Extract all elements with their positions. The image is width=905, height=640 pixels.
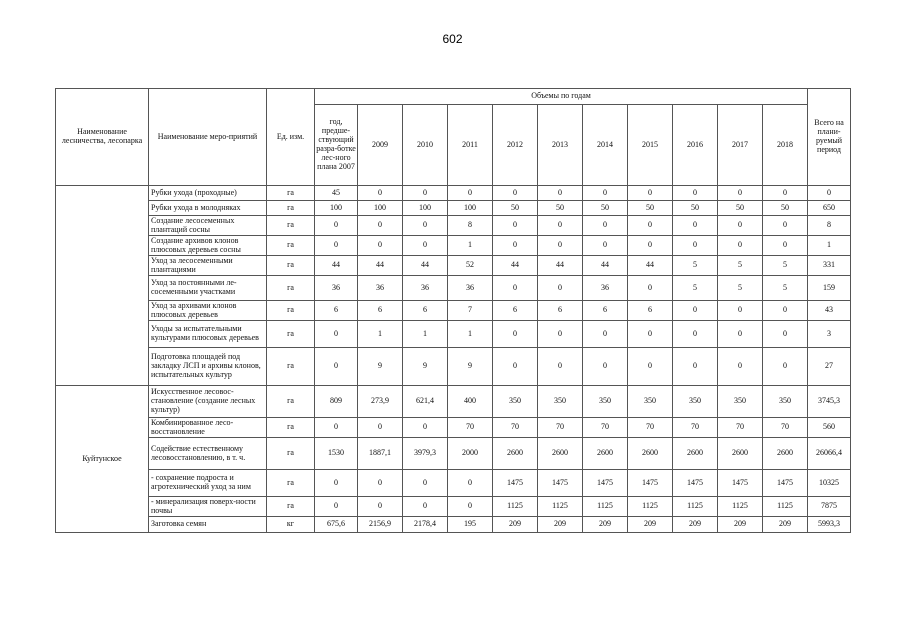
total-cell: 27 [808, 348, 851, 386]
value-cell: 6 [583, 301, 628, 321]
header-year: 2011 [448, 105, 493, 186]
total-cell: 5993,3 [808, 517, 851, 533]
value-cell: 0 [583, 186, 628, 201]
value-cell: 44 [403, 256, 448, 276]
unit-cell: га [267, 438, 315, 470]
value-cell: 675,6 [315, 517, 358, 533]
value-cell: 0 [538, 236, 583, 256]
activity-name: Содействие естественному лесовосстановлению, в т. ч. [149, 438, 267, 470]
value-cell: 0 [493, 236, 538, 256]
value-cell: 44 [358, 256, 403, 276]
value-cell: 50 [628, 201, 673, 216]
value-cell: 0 [718, 186, 763, 201]
value-cell: 1 [448, 236, 493, 256]
value-cell: 1125 [718, 497, 763, 517]
value-cell: 350 [583, 386, 628, 418]
total-cell: 43 [808, 301, 851, 321]
value-cell: 6 [493, 301, 538, 321]
value-cell: 70 [538, 418, 583, 438]
value-cell: 52 [448, 256, 493, 276]
value-cell: 2156,9 [358, 517, 403, 533]
value-cell: 0 [538, 321, 583, 348]
value-cell: 209 [718, 517, 763, 533]
total-cell: 0 [808, 186, 851, 201]
value-cell: 0 [673, 301, 718, 321]
header-year: 2014 [583, 105, 628, 186]
value-cell: 0 [493, 321, 538, 348]
value-cell: 2000 [448, 438, 493, 470]
value-cell: 1125 [673, 497, 718, 517]
value-cell: 100 [403, 201, 448, 216]
value-cell: 0 [315, 236, 358, 256]
value-cell: 70 [628, 418, 673, 438]
volumes-table [55, 88, 851, 533]
value-cell: 5 [763, 256, 808, 276]
value-cell: 0 [358, 186, 403, 201]
value-cell: 0 [493, 216, 538, 236]
value-cell: 36 [315, 276, 358, 301]
value-cell: 209 [583, 517, 628, 533]
value-cell: 350 [493, 386, 538, 418]
value-cell: 45 [315, 186, 358, 201]
value-cell: 9 [448, 348, 493, 386]
value-cell: 1 [358, 321, 403, 348]
value-cell: 0 [403, 186, 448, 201]
value-cell: 6 [538, 301, 583, 321]
value-cell: 5 [718, 276, 763, 301]
value-cell: 70 [493, 418, 538, 438]
unit-cell: га [267, 497, 315, 517]
value-cell: 70 [583, 418, 628, 438]
value-cell: 0 [628, 321, 673, 348]
value-cell: 195 [448, 517, 493, 533]
value-cell: 0 [448, 497, 493, 517]
header-forestry: Наименование лесничества, лесопарка [56, 89, 149, 186]
value-cell: 0 [763, 216, 808, 236]
value-cell: 8 [448, 216, 493, 236]
value-cell: 0 [628, 236, 673, 256]
table-row [56, 470, 851, 497]
table-row [56, 497, 851, 517]
value-cell: 5 [673, 276, 718, 301]
value-cell: 36 [403, 276, 448, 301]
value-cell: 1475 [763, 470, 808, 497]
activity-name: - сохранение подроста и агротехнический уход за ним [149, 470, 267, 497]
value-cell: 0 [538, 216, 583, 236]
value-cell: 0 [718, 216, 763, 236]
header-year: 2016 [673, 105, 718, 186]
value-cell: 0 [358, 216, 403, 236]
value-cell: 209 [763, 517, 808, 533]
activity-name: Создание лесосеменных плантаций сосны [149, 216, 267, 236]
value-cell: 0 [628, 186, 673, 201]
value-cell: 273,9 [358, 386, 403, 418]
value-cell: 100 [358, 201, 403, 216]
table-row [56, 418, 851, 438]
value-cell: 0 [538, 186, 583, 201]
activity-name: Уход за постоянными ле-сосеменными участками [149, 276, 267, 301]
value-cell: 0 [493, 276, 538, 301]
table-row [56, 216, 851, 236]
header-year: 2015 [628, 105, 673, 186]
value-cell: 44 [493, 256, 538, 276]
total-cell: 3745,3 [808, 386, 851, 418]
value-cell: 2600 [493, 438, 538, 470]
value-cell: 209 [673, 517, 718, 533]
value-cell: 2600 [763, 438, 808, 470]
table-row [56, 301, 851, 321]
value-cell: 1125 [583, 497, 628, 517]
value-cell: 0 [673, 186, 718, 201]
value-cell: 6 [358, 301, 403, 321]
forestry-name-cell [56, 186, 149, 386]
value-cell: 1475 [493, 470, 538, 497]
value-cell: 0 [315, 470, 358, 497]
value-cell: 1475 [673, 470, 718, 497]
value-cell: 0 [538, 348, 583, 386]
value-cell: 350 [628, 386, 673, 418]
header-total: Всего на плани-руемый период [808, 89, 851, 186]
table-row [56, 517, 851, 533]
total-cell: 7875 [808, 497, 851, 517]
value-cell: 2178,4 [403, 517, 448, 533]
value-cell: 3979,3 [403, 438, 448, 470]
value-cell: 0 [315, 348, 358, 386]
value-cell: 100 [448, 201, 493, 216]
value-cell: 70 [673, 418, 718, 438]
header-unit: Ед. изм. [267, 89, 315, 186]
table-row [56, 276, 851, 301]
activity-name: Рубки ухода (проходные) [149, 186, 267, 201]
value-cell: 1530 [315, 438, 358, 470]
value-cell: 350 [763, 386, 808, 418]
unit-cell: га [267, 386, 315, 418]
activity-name: Уход за архивами клонов плюсовых деревьев [149, 301, 267, 321]
value-cell: 0 [403, 497, 448, 517]
value-cell: 0 [628, 276, 673, 301]
unit-cell: га [267, 236, 315, 256]
total-cell: 1 [808, 236, 851, 256]
value-cell: 50 [673, 201, 718, 216]
value-cell: 350 [673, 386, 718, 418]
value-cell: 2600 [718, 438, 763, 470]
value-cell: 1475 [628, 470, 673, 497]
value-cell: 0 [673, 321, 718, 348]
forestry-name-cell: Куйтунское [56, 386, 149, 533]
unit-cell: га [267, 201, 315, 216]
unit-cell: га [267, 418, 315, 438]
value-cell: 9 [403, 348, 448, 386]
value-cell: 50 [718, 201, 763, 216]
table-body [56, 186, 851, 533]
unit-cell: га [267, 348, 315, 386]
value-cell: 2600 [673, 438, 718, 470]
value-cell: 1 [403, 321, 448, 348]
value-cell: 0 [403, 470, 448, 497]
table-row [56, 256, 851, 276]
unit-cell: га [267, 186, 315, 201]
unit-cell: га [267, 256, 315, 276]
value-cell: 0 [493, 186, 538, 201]
table-row [56, 438, 851, 470]
value-cell: 0 [358, 470, 403, 497]
value-cell: 36 [358, 276, 403, 301]
value-cell: 0 [358, 236, 403, 256]
unit-cell: кг [267, 517, 315, 533]
unit-cell: га [267, 470, 315, 497]
activity-name: Комбинированное лесо-восстановление [149, 418, 267, 438]
activity-name: Рубки ухода в молодняках [149, 201, 267, 216]
value-cell: 0 [718, 348, 763, 386]
table-row [56, 386, 851, 418]
value-cell: 350 [718, 386, 763, 418]
activity-name: Уходы за испытательными культурами плюсовых деревьев [149, 321, 267, 348]
total-cell: 8 [808, 216, 851, 236]
value-cell: 0 [718, 321, 763, 348]
value-cell: 44 [315, 256, 358, 276]
table-row [56, 236, 851, 256]
value-cell: 0 [403, 236, 448, 256]
unit-cell: га [267, 216, 315, 236]
value-cell: 1125 [628, 497, 673, 517]
header-year: 2010 [403, 105, 448, 186]
table-row [56, 348, 851, 386]
activity-name: Создание архивов клонов плюсовых деревьев сосны [149, 236, 267, 256]
table-row [56, 321, 851, 348]
value-cell: 0 [358, 497, 403, 517]
unit-cell: га [267, 321, 315, 348]
value-cell: 5 [718, 256, 763, 276]
value-cell: 0 [673, 348, 718, 386]
header-year: 2013 [538, 105, 583, 186]
value-cell: 7 [448, 301, 493, 321]
value-cell: 6 [403, 301, 448, 321]
header-year: 2018 [763, 105, 808, 186]
value-cell: 0 [763, 186, 808, 201]
value-cell: 1125 [493, 497, 538, 517]
value-cell: 0 [583, 348, 628, 386]
value-cell: 2600 [628, 438, 673, 470]
value-cell: 0 [763, 236, 808, 256]
value-cell: 0 [763, 301, 808, 321]
value-cell: 0 [628, 348, 673, 386]
value-cell: 50 [493, 201, 538, 216]
total-cell: 3 [808, 321, 851, 348]
activity-name: - минерализация поверх-ности почвы [149, 497, 267, 517]
value-cell: 621,4 [403, 386, 448, 418]
value-cell: 1125 [763, 497, 808, 517]
value-cell: 70 [718, 418, 763, 438]
value-cell: 36 [448, 276, 493, 301]
value-cell: 100 [315, 201, 358, 216]
activity-name: Заготовка семян [149, 517, 267, 533]
unit-cell: га [267, 276, 315, 301]
value-cell: 1887,1 [358, 438, 403, 470]
value-cell: 0 [583, 216, 628, 236]
value-cell: 2600 [583, 438, 628, 470]
value-cell: 0 [403, 216, 448, 236]
value-cell: 0 [763, 348, 808, 386]
value-cell: 0 [315, 321, 358, 348]
header-row-1 [56, 89, 851, 105]
header-year: 2012 [493, 105, 538, 186]
value-cell: 0 [583, 321, 628, 348]
value-cell: 0 [673, 216, 718, 236]
value-cell: 0 [538, 276, 583, 301]
value-cell: 1475 [538, 470, 583, 497]
value-cell: 50 [763, 201, 808, 216]
total-cell: 331 [808, 256, 851, 276]
value-cell: 6 [315, 301, 358, 321]
header-year: 2009 [358, 105, 403, 186]
total-cell: 560 [808, 418, 851, 438]
value-cell: 809 [315, 386, 358, 418]
value-cell: 44 [583, 256, 628, 276]
value-cell: 1475 [583, 470, 628, 497]
value-cell: 350 [538, 386, 583, 418]
value-cell: 1475 [718, 470, 763, 497]
activity-name: Подготовка площадей под закладку ЛСП и архивы клонов, испытательных культур [149, 348, 267, 386]
value-cell: 44 [538, 256, 583, 276]
total-cell: 650 [808, 201, 851, 216]
total-cell: 10325 [808, 470, 851, 497]
value-cell: 0 [448, 470, 493, 497]
value-cell: 0 [315, 418, 358, 438]
header-base-year: год, предше-ствующий разра-ботке лес-ного плана 2007 [315, 105, 358, 186]
total-cell: 159 [808, 276, 851, 301]
value-cell: 209 [538, 517, 583, 533]
value-cell: 0 [718, 236, 763, 256]
value-cell: 70 [763, 418, 808, 438]
activity-name: Уход за лесосеменными плантациями [149, 256, 267, 276]
value-cell: 209 [493, 517, 538, 533]
value-cell: 1 [448, 321, 493, 348]
table-row [56, 186, 851, 201]
activity-name: Искусственное лесовос-становление (создание лесных культур) [149, 386, 267, 418]
value-cell: 9 [358, 348, 403, 386]
value-cell: 36 [583, 276, 628, 301]
header-year: 2017 [718, 105, 763, 186]
value-cell: 0 [583, 236, 628, 256]
value-cell: 209 [628, 517, 673, 533]
page-number: 602 [442, 32, 463, 46]
value-cell: 0 [628, 216, 673, 236]
value-cell: 50 [583, 201, 628, 216]
unit-cell: га [267, 301, 315, 321]
value-cell: 0 [763, 321, 808, 348]
value-cell: 6 [628, 301, 673, 321]
value-cell: 0 [358, 418, 403, 438]
value-cell: 0 [673, 236, 718, 256]
value-cell: 50 [538, 201, 583, 216]
header-activity: Наименование меро-приятий [149, 89, 267, 186]
header-volumes: Объемы по годам [315, 89, 808, 105]
value-cell: 0 [493, 348, 538, 386]
value-cell: 0 [403, 418, 448, 438]
value-cell: 0 [315, 497, 358, 517]
value-cell: 0 [448, 186, 493, 201]
value-cell: 5 [673, 256, 718, 276]
value-cell: 0 [718, 301, 763, 321]
value-cell: 5 [763, 276, 808, 301]
value-cell: 1125 [538, 497, 583, 517]
value-cell: 400 [448, 386, 493, 418]
value-cell: 0 [315, 216, 358, 236]
value-cell: 70 [448, 418, 493, 438]
value-cell: 2600 [538, 438, 583, 470]
table-row [56, 201, 851, 216]
value-cell: 44 [628, 256, 673, 276]
total-cell: 26066,4 [808, 438, 851, 470]
